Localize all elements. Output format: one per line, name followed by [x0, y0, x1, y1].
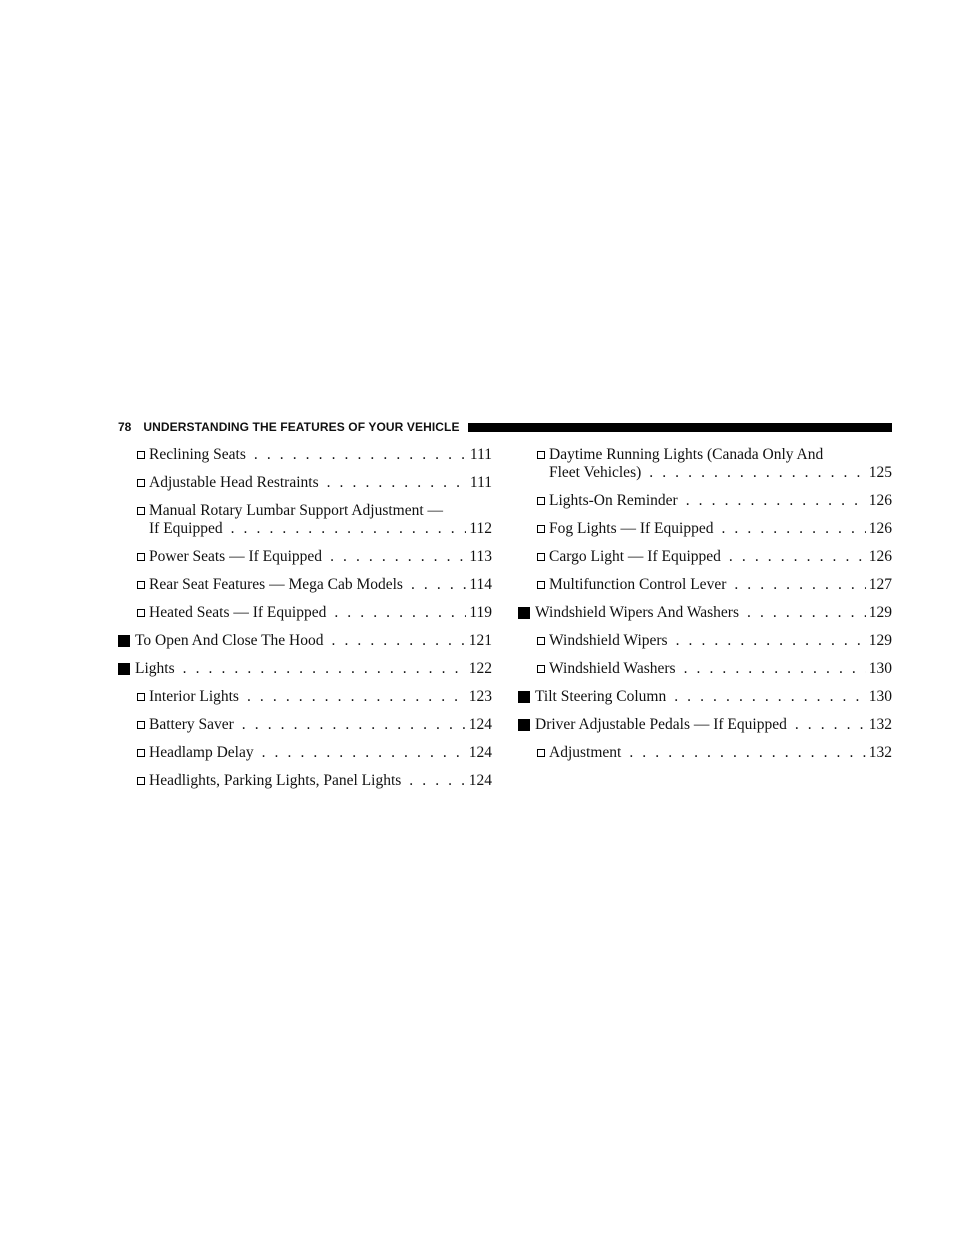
filled-square-bullet-icon — [118, 632, 130, 650]
toc-page-number: 126 — [868, 520, 892, 537]
header-rule — [468, 423, 892, 432]
toc-entry[interactable] — [118, 548, 492, 566]
toc-page-number: 127 — [868, 576, 892, 593]
toc-page-number: 126 — [868, 548, 892, 565]
toc-page-number: 122 — [468, 660, 492, 677]
toc-page-number: 129 — [868, 604, 892, 621]
toc-entry[interactable] — [518, 492, 892, 510]
toc-entry-title: Driver Adjustable Pedals — If Equipped — [535, 716, 787, 733]
dot-leader — [674, 688, 866, 706]
hollow-square-bullet-icon — [537, 744, 545, 762]
toc-entry-title: Headlamp Delay — [149, 744, 254, 761]
toc-page-number: 111 — [469, 474, 492, 491]
toc-entry[interactable] — [518, 576, 892, 594]
dot-leader — [721, 520, 865, 538]
section-title: UNDERSTANDING THE FEATURES OF YOUR VEHICLE — [143, 420, 460, 434]
dot-leader — [327, 474, 467, 492]
hollow-square-bullet-icon — [137, 474, 145, 492]
page-number: 78 — [118, 420, 132, 434]
dot-leader — [684, 660, 866, 678]
dot-leader — [747, 604, 866, 622]
toc-entry-title: Reclining Seats — [149, 446, 246, 463]
dot-leader — [332, 632, 466, 650]
hollow-square-bullet-icon — [137, 744, 145, 762]
filled-square-bullet-icon — [518, 688, 530, 706]
toc-entry[interactable] — [518, 604, 892, 622]
hollow-square-bullet-icon — [137, 716, 145, 734]
toc-entry-title: Windshield Washers — [549, 660, 676, 677]
dot-leader — [262, 744, 466, 762]
dot-leader — [409, 772, 465, 790]
dot-leader — [686, 492, 866, 510]
toc-page-number: 112 — [469, 520, 492, 537]
toc-entry[interactable] — [118, 604, 492, 622]
dot-leader — [231, 520, 467, 538]
toc-page-number: 124 — [468, 772, 492, 789]
toc-entry-title: Cargo Light — If Equipped — [549, 548, 721, 565]
dot-leader — [334, 604, 466, 622]
toc-entry-title: Daytime Running Lights (Canada Only And — [549, 446, 824, 463]
toc-entry-title: Adjustment — [549, 744, 622, 761]
dot-leader — [411, 576, 466, 594]
dot-leader — [734, 576, 865, 594]
toc-page-number: 114 — [469, 576, 492, 593]
hollow-square-bullet-icon — [137, 576, 145, 594]
toc-page-number: 123 — [468, 688, 492, 705]
dot-leader — [629, 744, 865, 762]
hollow-square-bullet-icon — [137, 604, 145, 622]
dot-leader — [183, 660, 466, 678]
dot-leader — [729, 548, 866, 566]
toc-page-number: 124 — [468, 716, 492, 733]
toc-entry[interactable] — [518, 660, 892, 678]
toc-entry-title: Interior Lights — [149, 688, 239, 705]
toc-page-number: 125 — [868, 464, 892, 481]
hollow-square-bullet-icon — [537, 576, 545, 594]
toc-entry[interactable] — [518, 716, 892, 734]
hollow-square-bullet-icon — [537, 548, 545, 566]
toc-entry[interactable] — [118, 446, 492, 464]
toc-entry[interactable] — [118, 688, 492, 706]
toc-entry-title: Heated Seats — If Equipped — [149, 604, 327, 621]
toc-page-number: 129 — [868, 632, 892, 649]
toc-entry[interactable] — [118, 772, 492, 790]
hollow-square-bullet-icon — [537, 520, 545, 538]
toc-entry-title: Headlights, Parking Lights, Panel Lights — [149, 772, 402, 789]
dot-leader — [247, 688, 466, 706]
dot-leader — [254, 446, 467, 464]
filled-square-bullet-icon — [118, 660, 130, 678]
toc-entry[interactable] — [118, 744, 492, 762]
toc-entry[interactable] — [518, 688, 892, 706]
toc-page-number: 119 — [469, 604, 492, 621]
hollow-square-bullet-icon — [137, 548, 145, 566]
filled-square-bullet-icon — [518, 604, 530, 622]
dot-leader — [649, 464, 865, 482]
toc-entry-title: Tilt Steering Column — [535, 688, 667, 705]
toc-entry-title: Manual Rotary Lumbar Support Adjustment — — [149, 502, 444, 519]
hollow-square-bullet-icon — [137, 446, 145, 464]
toc-right-column — [518, 446, 892, 772]
hollow-square-bullet-icon — [137, 502, 145, 520]
toc-entry-title: Windshield Wipers And Washers — [535, 604, 740, 621]
dot-leader — [676, 632, 866, 650]
toc-entry[interactable] — [118, 716, 492, 734]
hollow-square-bullet-icon — [537, 492, 545, 510]
toc-entry-title: Lights — [135, 660, 175, 677]
toc-entry-title: Fleet Vehicles) — [549, 464, 642, 481]
toc-entry[interactable] — [518, 744, 892, 762]
toc-entry-title: To Open And Close The Hood — [135, 632, 324, 649]
toc-page-number: 132 — [868, 716, 892, 733]
toc-page-number: 111 — [469, 446, 492, 463]
toc-entry-title: Multifunction Control Lever — [549, 576, 727, 593]
hollow-square-bullet-icon — [537, 660, 545, 678]
toc-entry[interactable] — [118, 632, 492, 650]
toc-entry-title: Battery Saver — [149, 716, 234, 733]
toc-entry-title: If Equipped — [149, 520, 223, 537]
toc-entry-title: Windshield Wipers — [549, 632, 668, 649]
toc-page-number: 130 — [868, 688, 892, 705]
filled-square-bullet-icon — [518, 716, 530, 734]
toc-entry[interactable] — [518, 520, 892, 538]
toc-entry[interactable] — [518, 632, 892, 650]
dot-leader — [795, 716, 866, 734]
dot-leader — [330, 548, 466, 566]
toc-left-column — [118, 446, 492, 800]
toc-page-number: 124 — [468, 744, 492, 761]
toc-entry[interactable] — [118, 660, 492, 678]
toc-entry[interactable] — [518, 548, 892, 566]
hollow-square-bullet-icon — [537, 446, 545, 464]
toc-entry-title: Fog Lights — If Equipped — [549, 520, 714, 537]
toc-entry[interactable] — [118, 502, 492, 538]
toc-page-number: 126 — [868, 492, 892, 509]
toc-entry[interactable] — [518, 446, 892, 482]
hollow-square-bullet-icon — [137, 772, 145, 790]
toc-entry[interactable] — [118, 474, 492, 492]
toc-entry-title: Lights-On Reminder — [549, 492, 678, 509]
toc-entry-title: Adjustable Head Restraints — [149, 474, 319, 491]
toc-page-number: 130 — [868, 660, 892, 677]
toc-entry[interactable] — [118, 576, 492, 594]
toc-page-number: 113 — [469, 548, 492, 565]
toc-entry-title: Rear Seat Features — Mega Cab Models — [149, 576, 403, 593]
toc-page-number: 132 — [868, 744, 892, 761]
running-header — [118, 420, 892, 434]
hollow-square-bullet-icon — [137, 688, 145, 706]
toc-page-number: 121 — [468, 632, 492, 649]
hollow-square-bullet-icon — [537, 632, 545, 650]
toc-entry-title: Power Seats — If Equipped — [149, 548, 323, 565]
dot-leader — [242, 716, 466, 734]
